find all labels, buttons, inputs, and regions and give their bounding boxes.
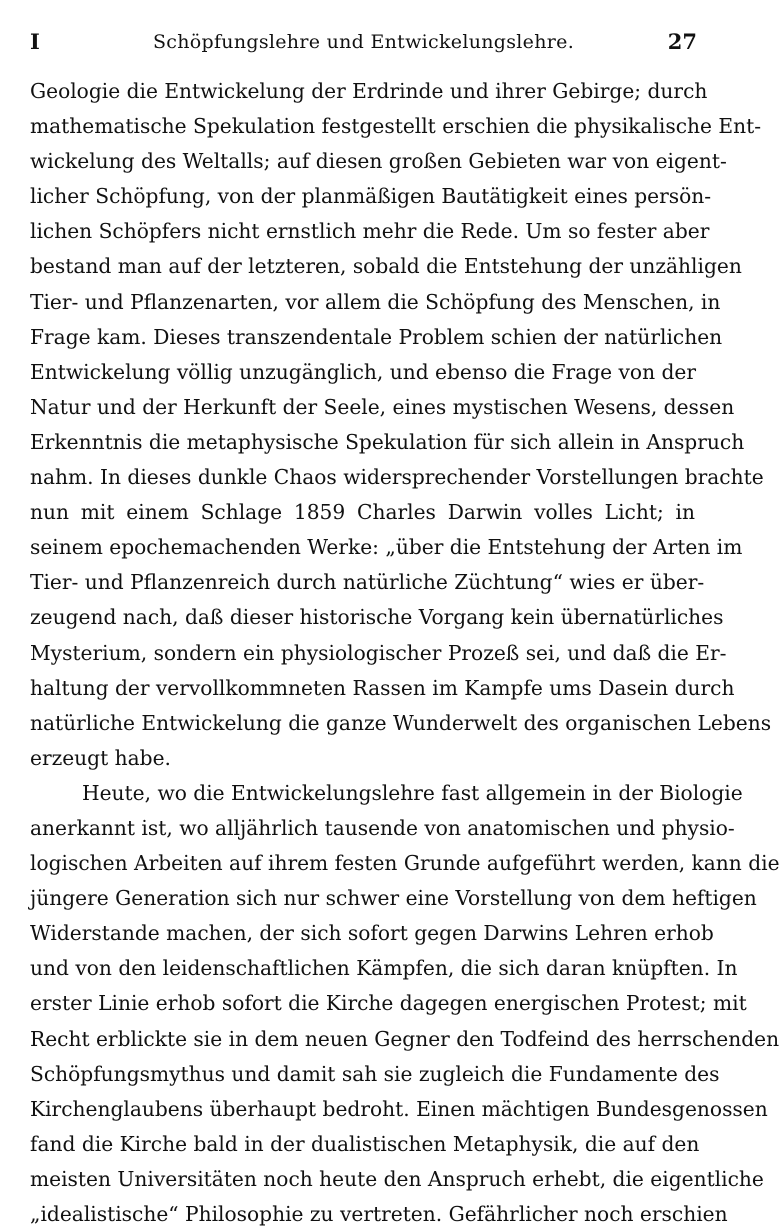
text-line: anerkannt ist, wo alljährlich tausende von anatomischen und physio-	[30, 815, 735, 840]
text-line: Widerstande machen, der sich sofort gegen Darwins Lehren erhob	[30, 921, 714, 946]
text-line: Erkenntnis die metaphysische Spekulation für sich allein in Anspruch	[30, 429, 745, 454]
text-line: Frage kam. Dieses transzendentale Problem schien der natürlichen	[30, 324, 723, 349]
text-line: meisten Universitäten noch heute den Anspruch erhebt, die eigentliche	[30, 1166, 764, 1191]
text-line: Kirchenglaubens überhaupt bedroht. Einen mächtigen Bundesgenossen	[30, 1096, 768, 1121]
text-line: nun mit einem Schlage 1859 Charles Darwin volles Licht; in	[30, 500, 695, 525]
text-line: Natur und der Herkunft der Seele, eines mystischen Wesens, dessen	[30, 394, 735, 419]
text-line: zeugend nach, daß dieser historische Vorgang kein übernatürliches	[30, 605, 724, 630]
paragraph	[30, 776, 780, 1232]
text-line: erster Linie erhob sofort die Kirche dagegen energischen Protest; mit	[30, 991, 747, 1016]
text-line: Schöpfungsmythus und damit sah sie zugleich die Fundamente des	[30, 1061, 720, 1086]
text-line: bestand man auf der letzteren, sobald die Entstehung der unzähligen	[30, 254, 742, 279]
text-line: Entwickelung völlig unzugänglich, und ebenso die Frage von der	[30, 359, 697, 384]
text-line: nahm. In dieses dunkle Chaos widersprechender Vorstellungen brachte	[30, 465, 764, 490]
signature-mark: I	[30, 29, 40, 54]
text-line: licher Schöpfung, von der planmäßigen Bautätigkeit eines persön-	[30, 184, 712, 209]
text-line: logischen Arbeiten auf ihrem festen Grunde aufgeführt werden, kann die	[30, 851, 780, 876]
page-number: 27	[667, 29, 697, 54]
page-header	[30, 24, 697, 60]
text-body	[30, 74, 780, 1232]
text-line: lichen Schöpfers nicht ernstlich mehr die Rede. Um so fester aber	[30, 219, 710, 244]
text-line: fand die Kirche bald in der dualistischen Metaphysik, die auf den	[30, 1131, 700, 1156]
text-line: mathematische Spekulation festgestellt erschien die physikalische Ent-	[30, 114, 762, 139]
text-line: Heute, wo die Entwickelungslehre fast allgemein in der Biologie	[82, 780, 743, 805]
text-line: Mysterium, sondern ein physiologischer Prozeß sei, und daß die Er-	[30, 640, 727, 665]
text-line: Tier- und Pflanzenreich durch natürliche Züchtung“ wies er über-	[30, 570, 705, 595]
text-line: Recht erblickte sie in dem neuen Gegner den Todfeind des herrschenden	[30, 1026, 780, 1051]
text-line: jüngere Generation sich nur schwer eine Vorstellung von dem heftigen	[30, 886, 757, 911]
text-line: Geologie die Entwickelung der Erdrinde und ihrer Gebirge; durch	[30, 79, 708, 103]
text-line: „idealistische“ Philosophie zu vertreten. Gefährlicher noch erschien	[30, 1202, 728, 1226]
text-line: haltung der vervollkommneten Rassen im Kampfe ums Dasein durch	[30, 675, 735, 700]
text-line: seinem epochemachenden Werke: „über die Entstehung der Arten im	[30, 535, 743, 560]
text-line: wickelung des Weltalls; auf diesen großen Gebieten war von eigent-	[30, 149, 727, 174]
text-line: Tier- und Pflanzenarten, vor allem die Schöpfung des Menschen, in	[30, 289, 721, 314]
text-line: und von den leidenschaftlichen Kämpfen, die sich daran knüpften. In	[30, 956, 738, 981]
paragraph	[30, 74, 772, 776]
text-line: natürliche Entwickelung die ganze Wunderwelt des organischen Lebens	[30, 710, 772, 735]
running-title: Schöpfungslehre und Entwickelungslehre.	[152, 31, 575, 53]
text-line: erzeugt habe.	[30, 745, 171, 770]
